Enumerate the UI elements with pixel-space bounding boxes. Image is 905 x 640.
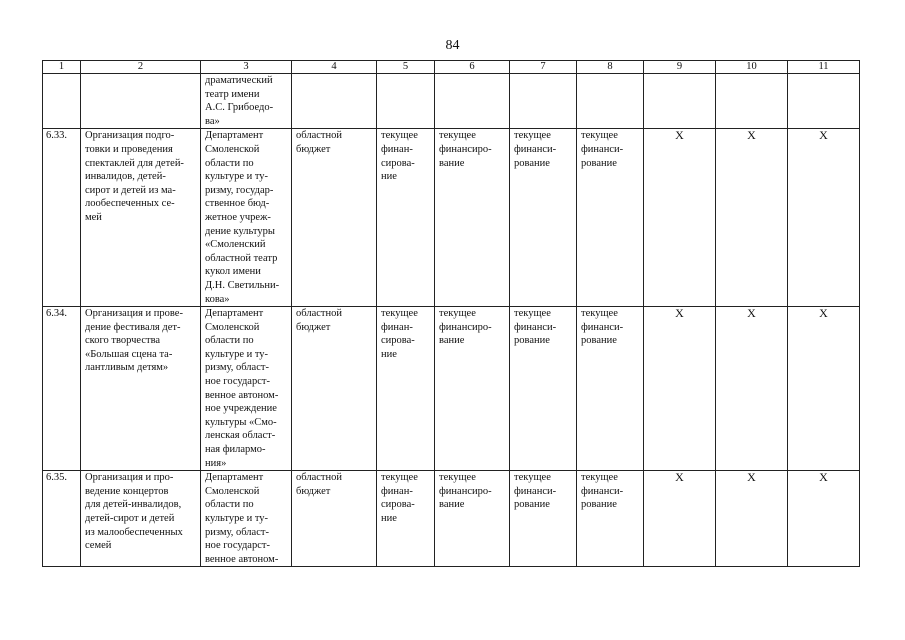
column-number: 2 (81, 61, 201, 74)
column-number-row (43, 61, 860, 74)
column-number: 10 (716, 61, 788, 74)
activity-name (81, 74, 201, 129)
value-cell: X (716, 129, 788, 307)
funding-cell: текущее финансиро- вание (435, 129, 510, 307)
row-number: 6.34. (43, 307, 81, 471)
value-cell: X (788, 307, 860, 471)
row-number (43, 74, 81, 129)
funding-cell: текущее финанси- рование (510, 129, 577, 307)
activity-name: Организация подго- товки и проведения спектаклей для детей- инвалидов, детей- сирот и детей из ма- лообеспеченных се- мей (81, 129, 201, 307)
funding-cell: текущее финанси- рование (510, 307, 577, 471)
page-number: 84 (445, 38, 460, 53)
funding-cell: текущее финанси- рование (577, 471, 644, 567)
table-row (43, 471, 860, 567)
table-row (43, 74, 860, 129)
column-number: 9 (644, 61, 716, 74)
value-cell: X (644, 129, 716, 307)
funding-cell: текущее финан- сирова- ние (377, 129, 435, 307)
funding-cell (577, 74, 644, 129)
column-number: 4 (292, 61, 377, 74)
executor: Департамент Смоленской области по культуре и ту- ризму, государ- ственное бюд- жетное учреж- дение культуры «Смоленский областной театр кукол имени Д.Н. Светильни- кова» (201, 129, 292, 307)
column-number: 3 (201, 61, 292, 74)
value-cell: X (788, 129, 860, 307)
table-row (43, 307, 860, 471)
funding-source: областной бюджет (292, 471, 377, 567)
funding-cell: текущее финансиро- вание (435, 471, 510, 567)
funding-cell: текущее финанси- рование (510, 471, 577, 567)
value-cell: X (788, 471, 860, 567)
funding-cell: текущее финан- сирова- ние (377, 307, 435, 471)
value-cell: X (716, 307, 788, 471)
funding-cell (510, 74, 577, 129)
activity-name: Организация и прове- дение фестиваля дет- ского творчества «Большая сцена та- лантливым детям» (81, 307, 201, 471)
row-number: 6.33. (43, 129, 81, 307)
column-number: 8 (577, 61, 644, 74)
document-table (42, 60, 860, 567)
funding-cell: текущее финанси- рование (577, 307, 644, 471)
value-cell (716, 74, 788, 129)
column-number: 5 (377, 61, 435, 74)
funding-source: областной бюджет (292, 129, 377, 307)
funding-cell: текущее финан- сирова- ние (377, 471, 435, 567)
value-cell: X (644, 307, 716, 471)
funding-source (292, 74, 377, 129)
executor: драматический театр имени А.С. Грибоедо- ва» (201, 74, 292, 129)
executor: Департамент Смоленской области по культуре и ту- ризму, област- ное государст- венное автоном- (201, 471, 292, 567)
value-cell (644, 74, 716, 129)
column-number: 11 (788, 61, 860, 74)
column-number: 7 (510, 61, 577, 74)
value-cell: X (644, 471, 716, 567)
funding-source: областной бюджет (292, 307, 377, 471)
funding-cell (435, 74, 510, 129)
funding-cell: текущее финансиро- вание (435, 307, 510, 471)
value-cell (788, 74, 860, 129)
column-number: 1 (43, 61, 81, 74)
value-cell: X (716, 471, 788, 567)
activity-name: Организация и про- ведение концертов для детей-инвалидов, детей-сирот и детей из малообеспеченных семей (81, 471, 201, 567)
column-number: 6 (435, 61, 510, 74)
funding-cell (377, 74, 435, 129)
funding-cell: текущее финанси- рование (577, 129, 644, 307)
row-number: 6.35. (43, 471, 81, 567)
table-row (43, 129, 860, 307)
executor: Департамент Смоленской области по культуре и ту- ризму, област- ное государст- венное автоном- ное учреждение культуры «Смо- ленская област- ная филармо- ния» (201, 307, 292, 471)
